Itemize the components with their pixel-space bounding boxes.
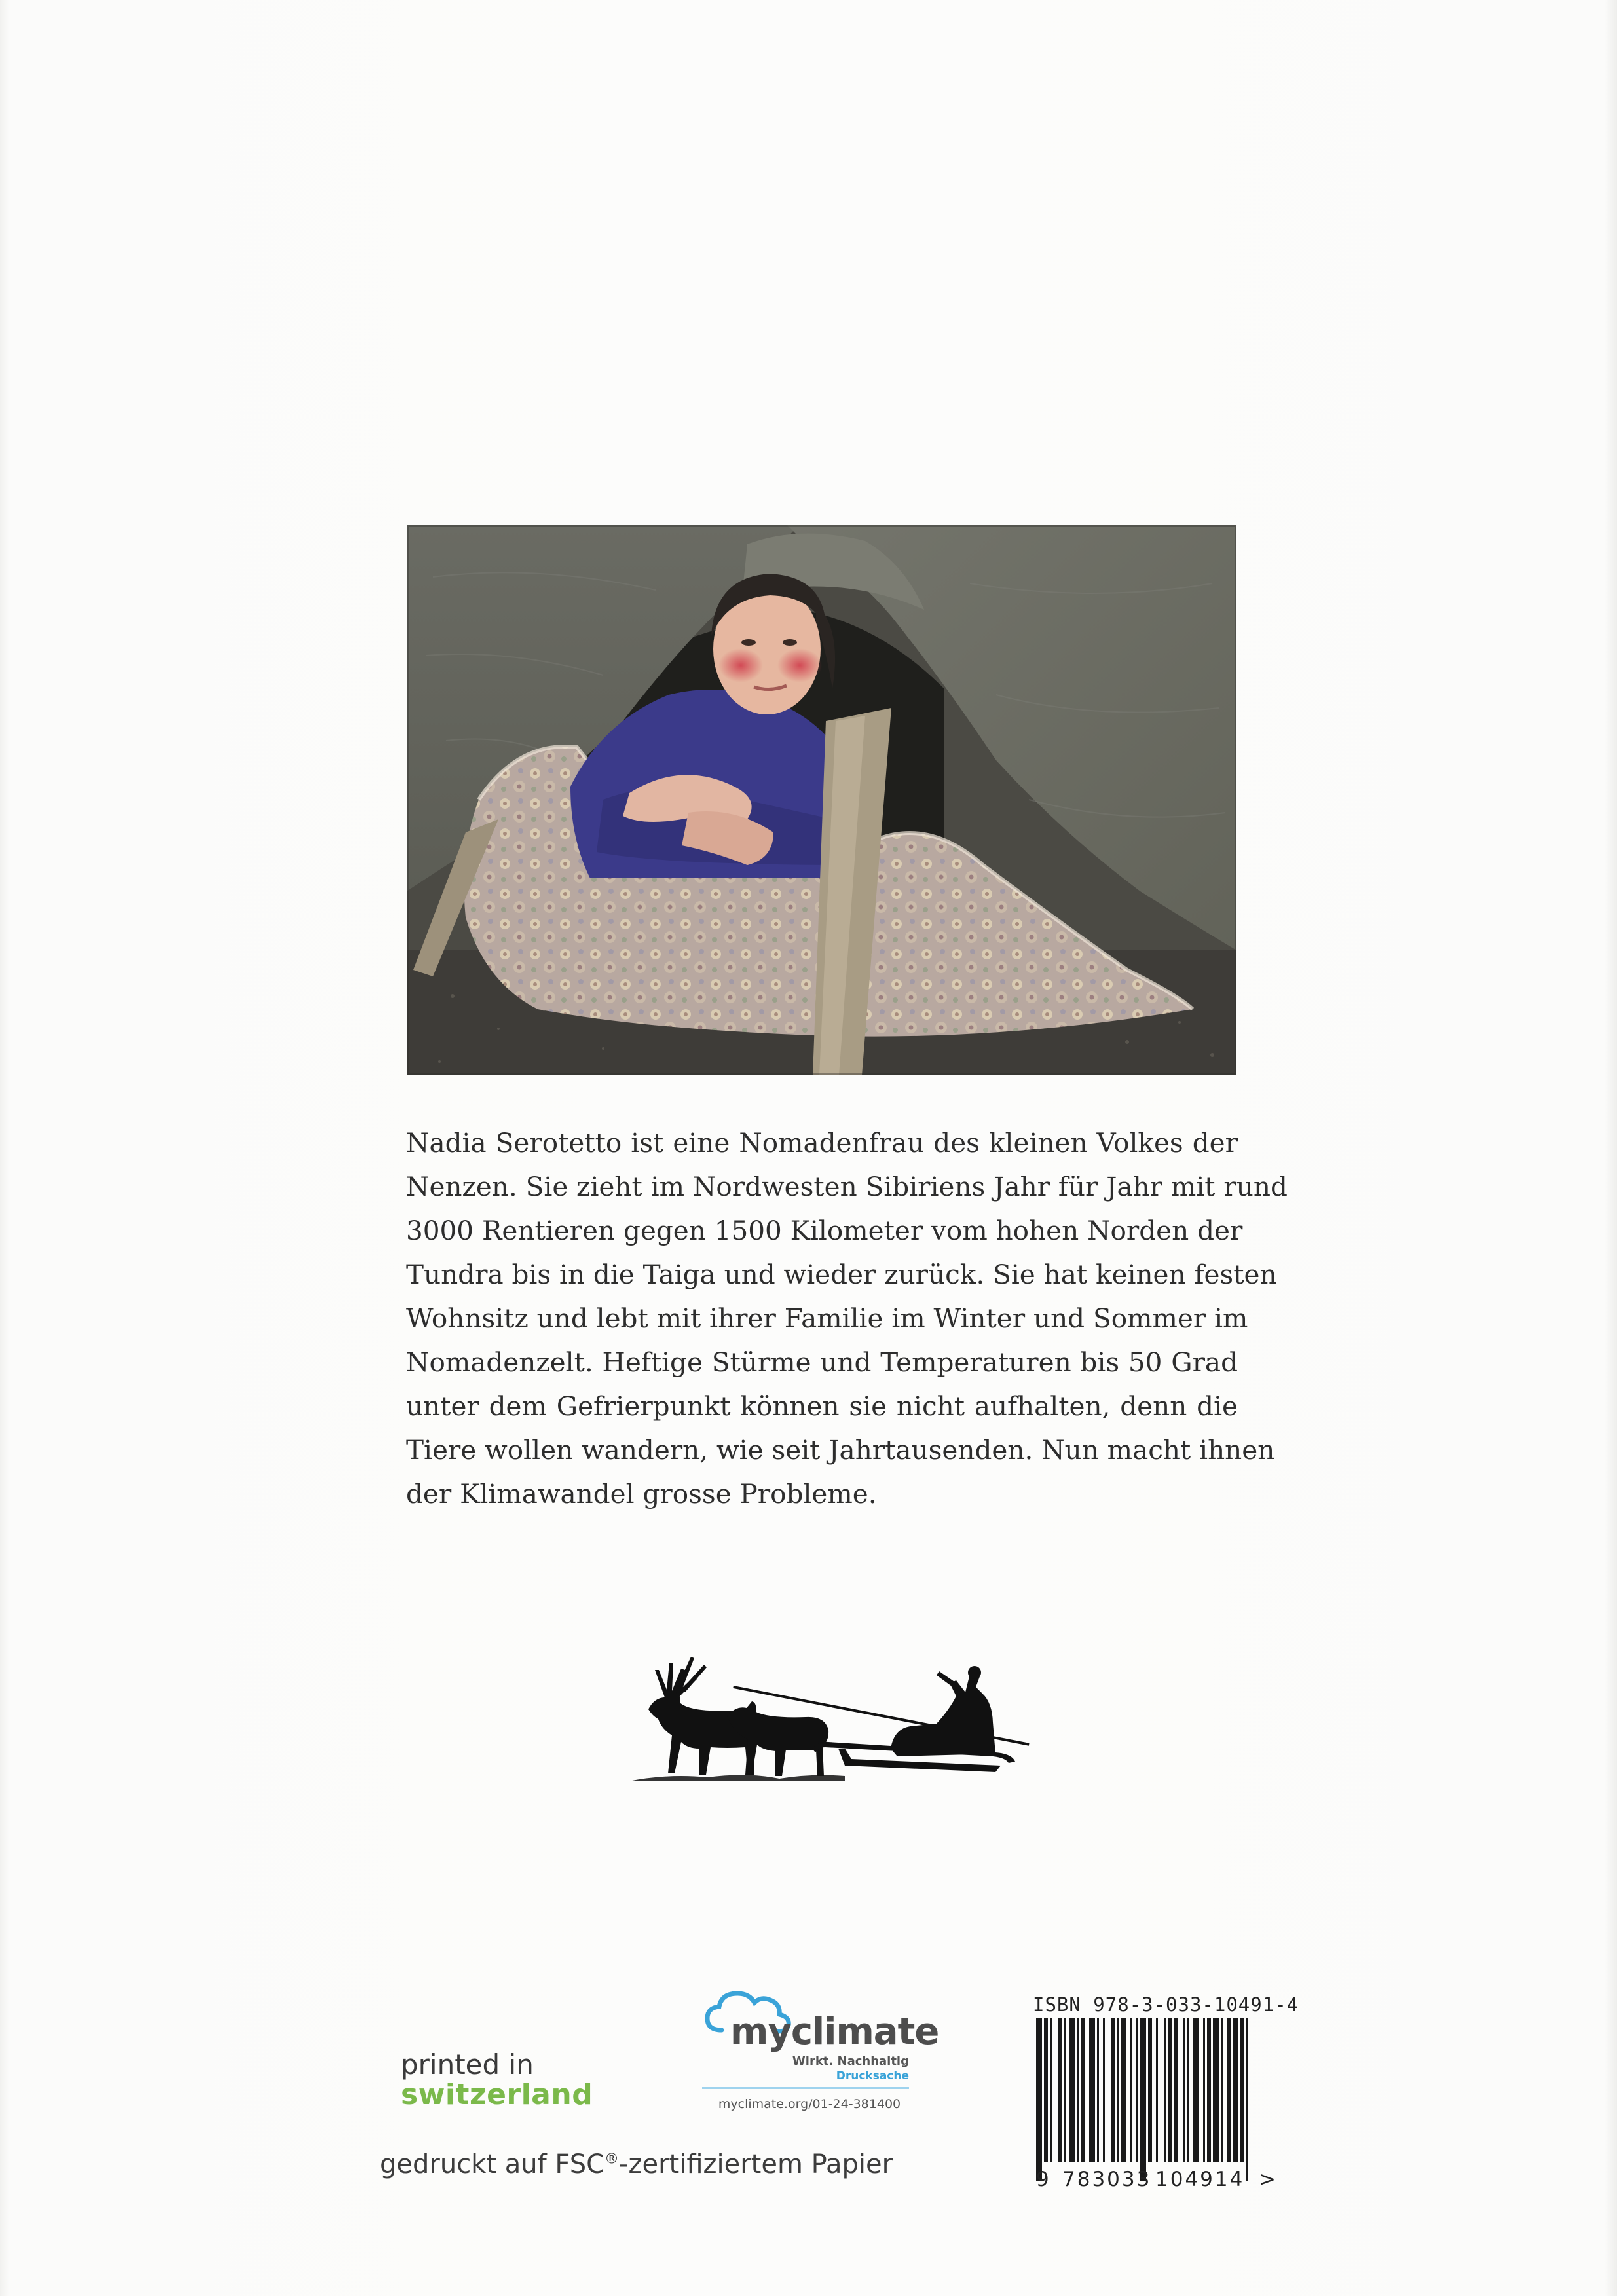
barcode-bar	[1246, 2018, 1248, 2181]
barcode-bar	[1183, 2018, 1185, 2162]
barcode-bar	[1097, 2018, 1099, 2162]
barcode-bar	[1221, 2018, 1223, 2162]
barcode-bar	[1174, 2018, 1178, 2162]
barcode-bar	[1156, 2018, 1158, 2162]
barcode-bar	[1140, 2018, 1146, 2181]
isbn-barcode	[1035, 2018, 1251, 2181]
ean-right-group: 104914	[1155, 2168, 1245, 2191]
barcode-bar	[1203, 2018, 1205, 2162]
reindeer-sled-silhouette	[629, 1650, 1048, 1781]
divider	[702, 2087, 909, 2089]
blurb-line: Nomadenzelt. Heftige Stürme und Temperaturen bis 50 Grad	[406, 1346, 1238, 1378]
barcode-bar	[1121, 2018, 1126, 2162]
barcode-bar	[1187, 2018, 1189, 2162]
ean-left-group: 783033	[1062, 2168, 1152, 2191]
blurb-line: Nenzen. Sie zieht im Nordwesten Sibiriens Jahr für Jahr mit rund	[406, 1171, 1288, 1202]
barcode-bar	[1233, 2018, 1238, 2162]
barcode-bar	[1148, 2018, 1152, 2162]
barcode-bar	[1069, 2018, 1075, 2162]
blurb-line: Tundra bis in die Taiga und wieder zurück. Sie hat keinen festen	[406, 1259, 1277, 1290]
barcode-bar	[1193, 2018, 1199, 2162]
isbn-label: ISBN 978-3-033-10491-4	[1033, 1993, 1299, 2016]
barcode-bar	[1207, 2018, 1211, 2162]
ean-quiet-zone-arrow: >	[1259, 2168, 1276, 2191]
blurb-line: Wohnsitz und lebt mit ihrer Familie im Winter und Sommer im	[406, 1303, 1248, 1334]
cover-photo	[407, 525, 1236, 1075]
blurb-paragraph	[406, 1121, 1288, 1516]
barcode-bar	[1111, 2018, 1115, 2162]
printed-in-switzerland-logo	[401, 2050, 593, 2110]
myclimate-tagline: Wirkt. Nachhaltig	[792, 2054, 909, 2068]
blurb-line: unter dem Gefrierpunkt können sie nicht aufhalten, denn die	[406, 1390, 1238, 1422]
barcode-bar	[1168, 2018, 1172, 2162]
printed-in-label: printed in	[401, 2048, 534, 2081]
barcode-bar	[1227, 2018, 1231, 2162]
ean-first-digit: 9	[1036, 2168, 1049, 2191]
barcode-bar	[1044, 2018, 1048, 2162]
barcode-bar	[1050, 2018, 1052, 2162]
switzerland-label: switzerland	[401, 2078, 593, 2111]
fsc-text-before: gedruckt auf FSC	[380, 2149, 605, 2179]
barcode-bar	[1058, 2018, 1062, 2162]
barcode-bar	[1240, 2018, 1244, 2162]
barcode-bar	[1077, 2018, 1079, 2162]
myclimate-logo	[694, 1984, 939, 2128]
myclimate-url: myclimate.org/01-24-381400	[718, 2097, 901, 2111]
blurb-line: 3000 Rentieren gegen 1500 Kilometer vom hohen Norden der	[406, 1215, 1243, 1246]
barcode-bar	[1064, 2018, 1066, 2162]
blurb-line: der Klimawandel grosse Probleme.	[406, 1478, 877, 1509]
barcode-bar	[1136, 2018, 1138, 2162]
barcode-bar	[1164, 2018, 1166, 2162]
barcode-bar	[1036, 2018, 1042, 2181]
blurb-line: Nadia Serotetto ist eine Nomadenfrau des kleinen Volkes der	[406, 1127, 1238, 1158]
registered-mark: ®	[604, 2151, 620, 2168]
myclimate-brand: myclimate	[730, 2010, 939, 2053]
barcode-bar	[1130, 2018, 1132, 2162]
fsc-certification-note	[380, 2149, 893, 2179]
barcode-bar	[1081, 2018, 1085, 2162]
barcode-bar	[1103, 2018, 1105, 2162]
fsc-text-after: -zertifiziertem Papier	[619, 2149, 893, 2179]
myclimate-category: Drucksache	[836, 2069, 909, 2083]
barcode-bar	[1089, 2018, 1095, 2162]
barcode-bar	[1117, 2018, 1119, 2162]
barcode-bar	[1213, 2018, 1219, 2162]
blurb-line: Tiere wollen wandern, wie seit Jahrtausenden. Nun macht ihnen	[406, 1434, 1275, 1466]
